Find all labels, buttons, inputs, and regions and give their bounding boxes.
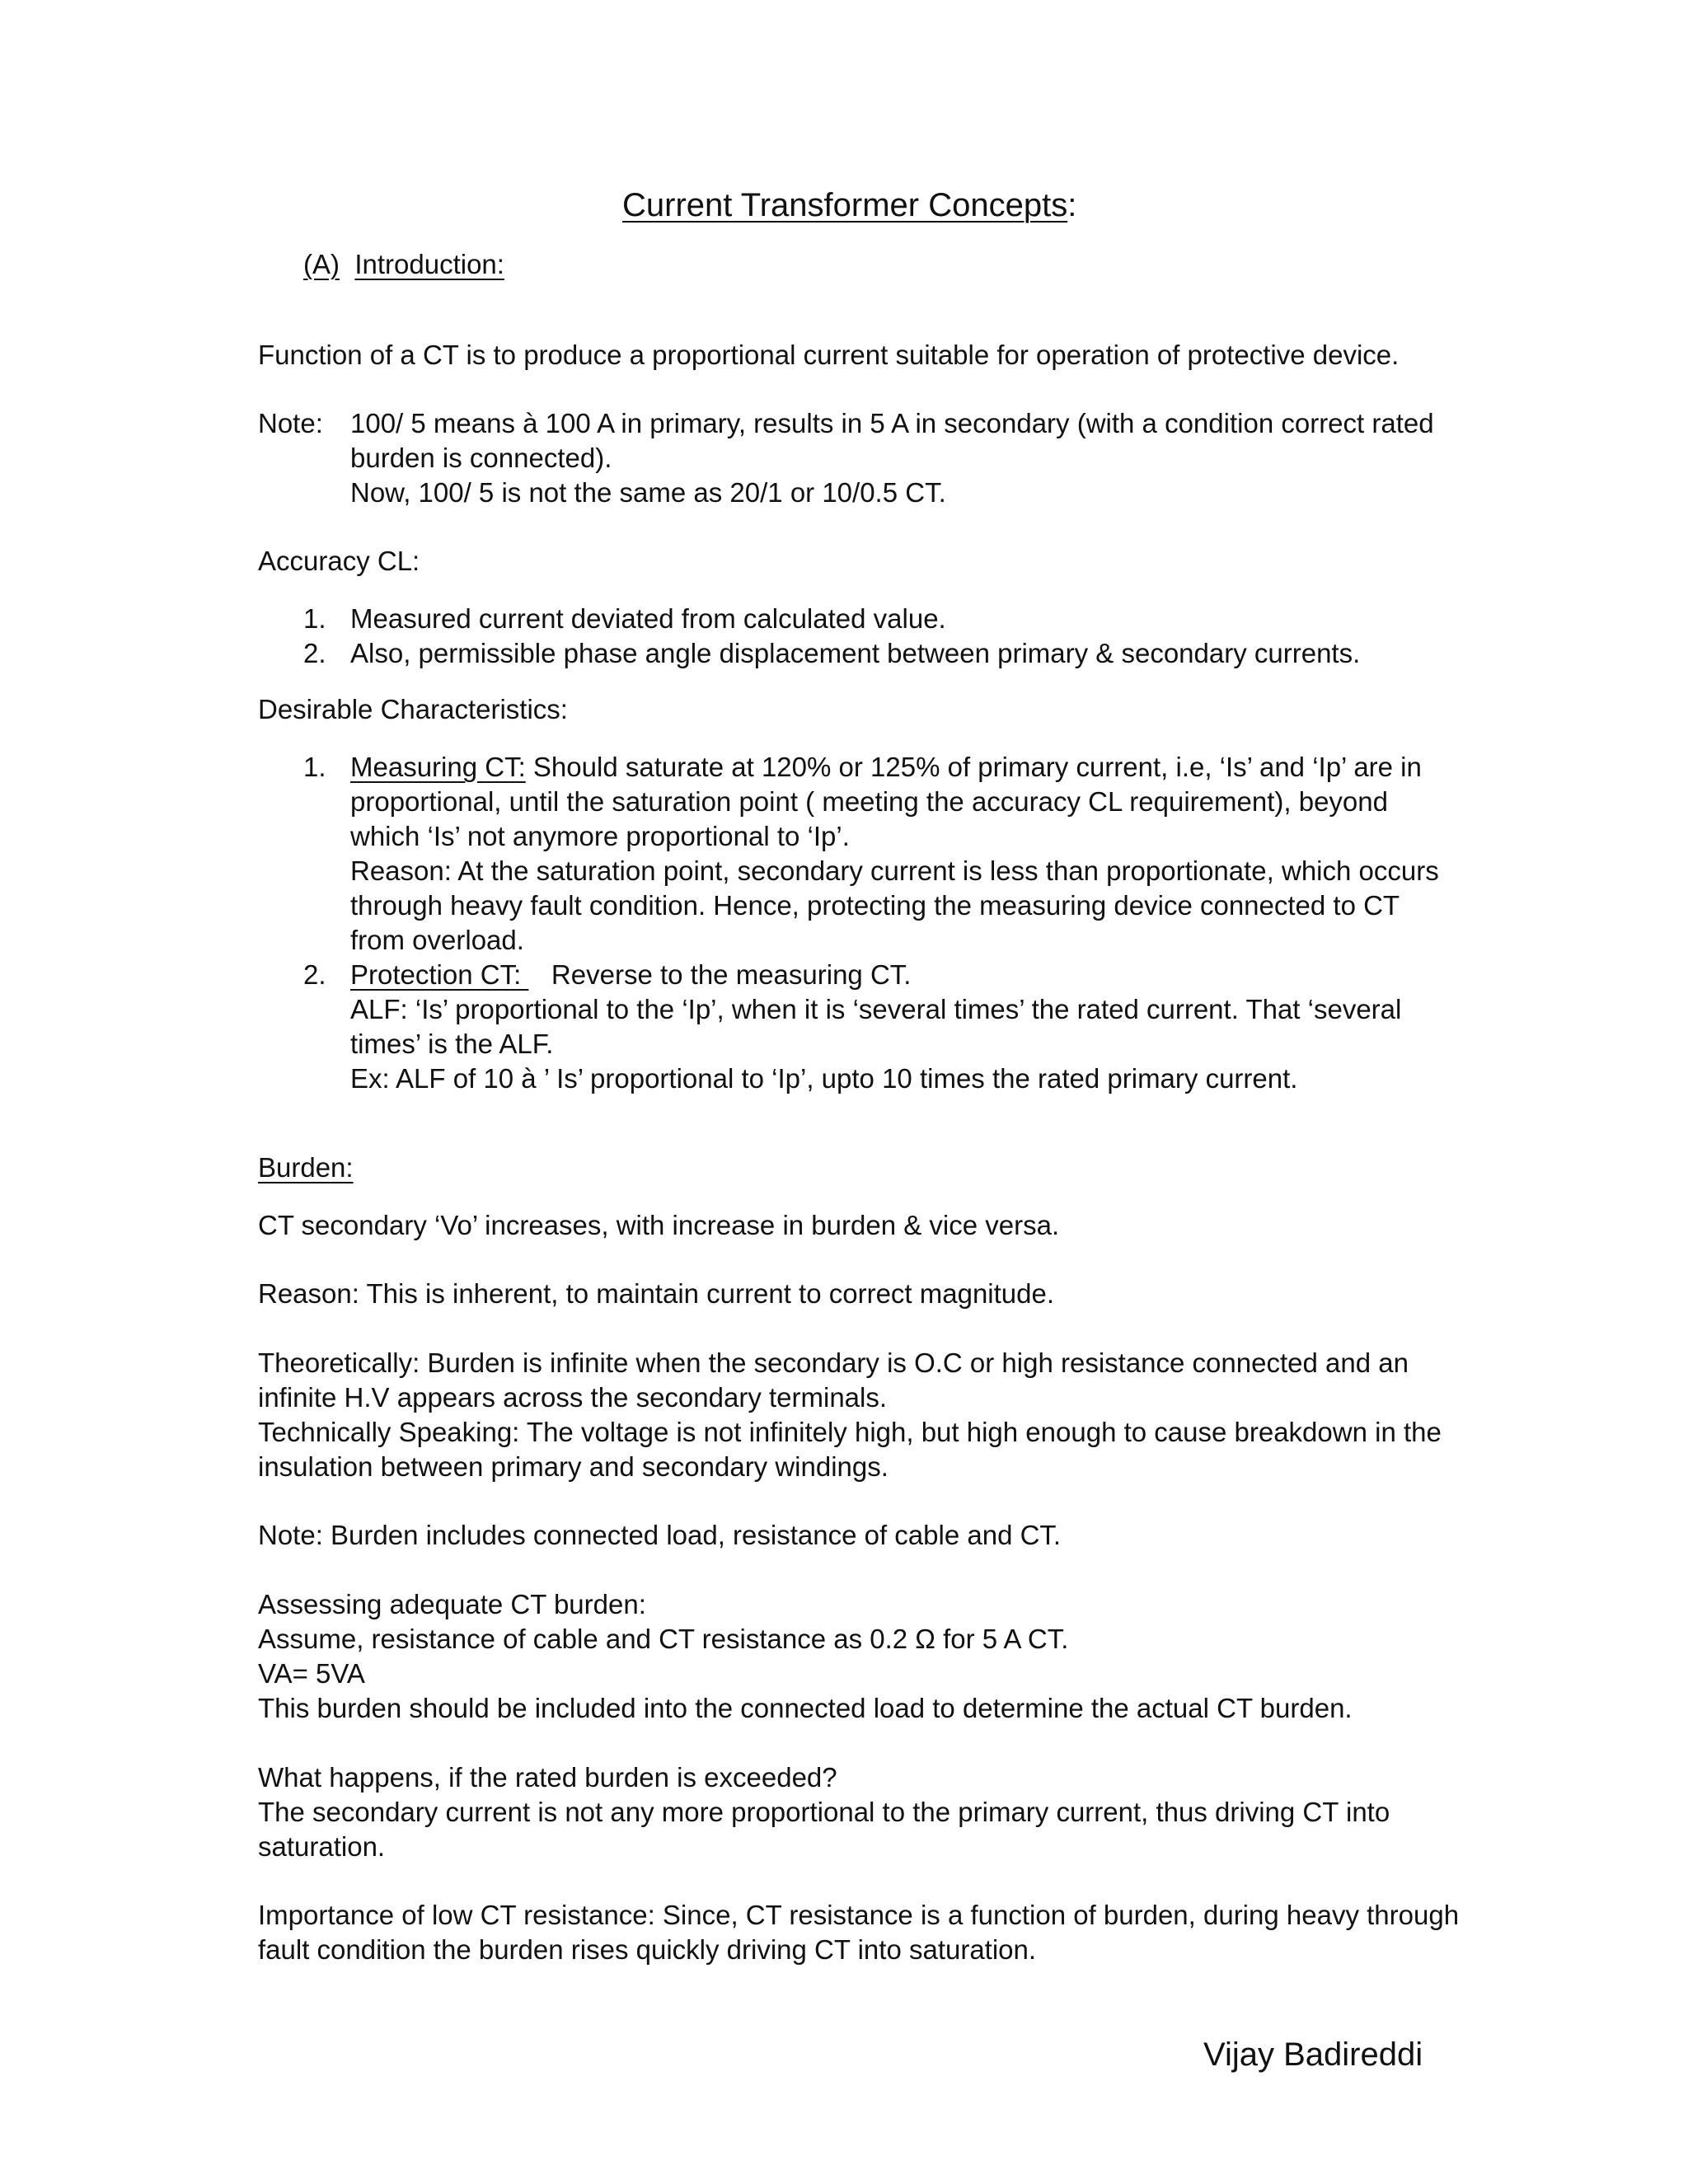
exceeded-line-2: The secondary current is not any more proportional to the primary current, thus driving CT into: [258, 1797, 1390, 1827]
exceeded-line-1: What happens, if the rated burden is exceeded?: [258, 1762, 837, 1793]
assessing-line-3: VA= 5VA: [258, 1658, 365, 1689]
desirable-item-1-line-4: Reason: At the saturation point, secondary current is less than proportionate, which occurs: [350, 855, 1439, 886]
page-title-colon: :: [1067, 187, 1077, 223]
burden-paragraph-3-line-1: Theoretically: Burden is infinite when the secondary is O.C or high resistance connected and an: [258, 1347, 1409, 1378]
section-a-label: (A): [303, 249, 340, 279]
desirable-item-2-line-3: times’ is the ALF.: [350, 1029, 554, 1059]
burden-paragraph-2: Reason: This is inherent, to maintain current to correct magnitude.: [258, 1278, 1055, 1309]
protection-ct-desc: Reverse to the measuring CT.: [528, 959, 912, 990]
burden-paragraph-3-line-3: Technically Speaking: The voltage is not infinitely high, but high enough to cause breakdown in the: [258, 1417, 1442, 1447]
accuracy-item-2-number: 2.: [303, 638, 326, 668]
page-title-text: Current Transformer Concepts: [622, 187, 1068, 223]
assessing-line-4: This burden should be included into the connected load to determine the actual CT burden.: [258, 1693, 1353, 1723]
accuracy-heading: Accuracy CL:: [258, 546, 420, 576]
desirable-item-1-line-5: through heavy fault condition. Hence, protecting the measuring device connected to CT: [350, 890, 1400, 921]
exceeded-line-3: saturation.: [258, 1831, 386, 1862]
assessing-line-2: Assume, resistance of cable and CT resistance as 0.2 Ω for 5 A CT.: [258, 1624, 1069, 1654]
burden-note: Note: Burden includes connected load, resistance of cable and CT.: [258, 1520, 1062, 1550]
desirable-item-1-line-6: from overload.: [350, 925, 524, 955]
measuring-ct-term: Measuring CT:: [350, 752, 526, 782]
author-signature: Vijay Badireddi: [1203, 2036, 1423, 2073]
desirable-item-1-number: 1.: [303, 752, 326, 782]
function-paragraph: Function of a CT is to produce a proportional current suitable for operation of protective device.: [258, 340, 1400, 370]
burden-paragraph-3-line-2: infinite H.V appears across the secondary terminals.: [258, 1382, 888, 1413]
burden-paragraph-1: CT secondary ‘Vo’ increases, with increase in burden & vice versa.: [258, 1210, 1060, 1240]
burden-paragraph-3-line-4: insulation between primary and secondary windings.: [258, 1451, 889, 1482]
desirable-item-2-line-1: [350, 958, 911, 992]
note-line-3: Now, 100/ 5 is not the same as 20/1 or 10/0.5 CT.: [350, 477, 946, 508]
protection-ct-term: Protection CT:: [350, 959, 529, 990]
measuring-ct-desc: Should saturate at 120% or 125% of primary current, i.e, ‘Is’ and ‘Ip’ are in: [525, 752, 1422, 782]
desirable-item-2-line-2: ALF: ‘Is’ proportional to the ‘Ip’, when it is ‘several times’ the rated current. That ‘several: [350, 994, 1402, 1024]
desirable-item-2-line-4: Ex: ALF of 10 à ’ Is’ proportional to ‘Ip’, upto 10 times the rated primary current.: [350, 1063, 1298, 1094]
low-resistance-line-2: fault condition the burden rises quickly driving CT into saturation.: [258, 1934, 1037, 1965]
note-line-2: burden is connected).: [350, 443, 612, 473]
accuracy-item-1-number: 1.: [303, 603, 326, 634]
desirable-item-2-number: 2.: [303, 959, 326, 990]
assessing-line-1: Assessing adequate CT burden:: [258, 1589, 646, 1619]
section-a-title: Introduction:: [354, 249, 504, 279]
burden-heading: Burden:: [258, 1152, 354, 1183]
note-label: Note:: [258, 408, 323, 438]
note-line-1: 100/ 5 means à 100 A in primary, results in 5 A in secondary (with a condition correct rated: [350, 408, 1434, 438]
section-a-heading: [303, 247, 504, 282]
desirable-item-1-line-3: which ‘Is’ not anymore proportional to ‘Ip’.: [350, 821, 850, 851]
desirable-item-1-line-2: proportional, until the saturation point ( meeting the accuracy CL requirement), beyond: [350, 786, 1388, 817]
accuracy-item-1-text: Measured current deviated from calculated value.: [350, 603, 946, 634]
desirable-item-1-line-1: [350, 750, 1422, 785]
page-title: [622, 188, 1076, 223]
desirable-heading: Desirable Characteristics:: [258, 694, 568, 724]
accuracy-item-2-text: Also, permissible phase angle displacement between primary & secondary currents.: [350, 638, 1361, 668]
low-resistance-line-1: Importance of low CT resistance: Since, CT resistance is a function of burden, during heavy through: [258, 1900, 1460, 1930]
